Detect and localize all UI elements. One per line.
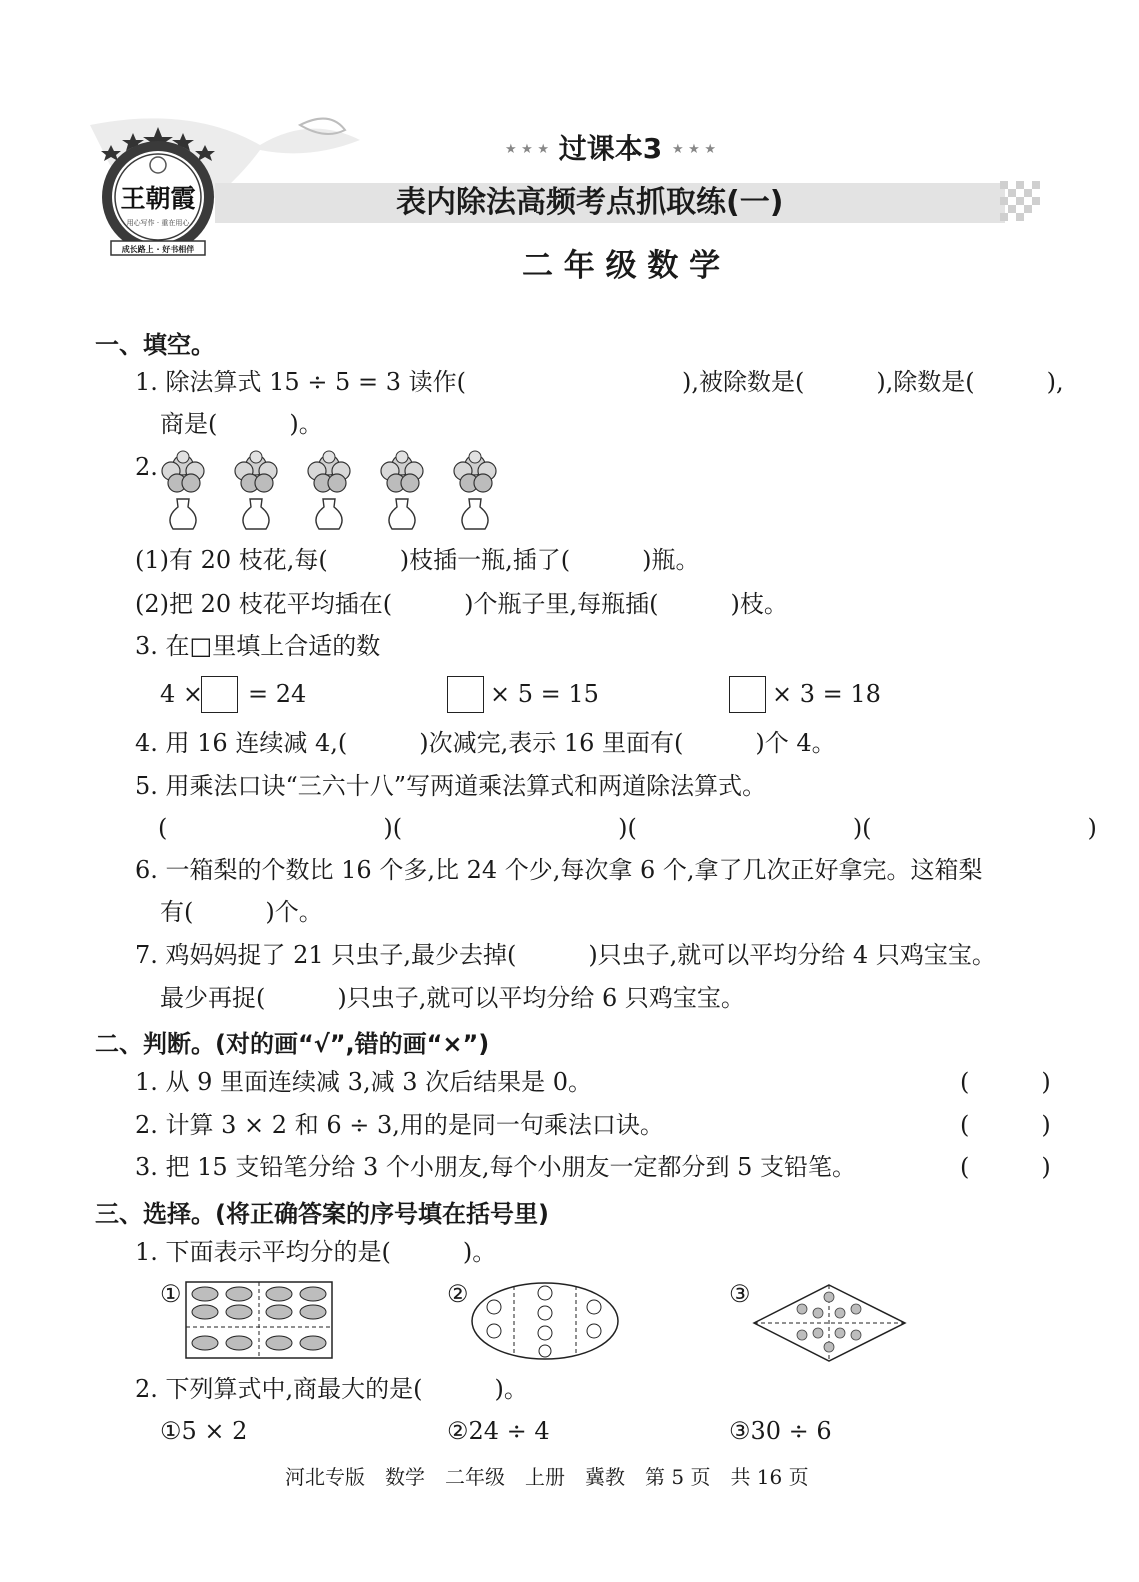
choice-q1-option-2-label: ② [447, 1280, 469, 1308]
q7-line1: 7. 鸡妈妈捉了 21 只虫子,最少去掉( )只虫子,就可以平均分给 4 只鸡宝宝。 [135, 941, 996, 969]
choice-q1-option-3-label: ③ [729, 1280, 751, 1308]
q1-line2: 商是( )。 [160, 410, 323, 438]
section1-heading: 一、填空。 [95, 331, 215, 359]
section2-heading: 二、判断。(对的画“√”,错的画“×”) [95, 1030, 490, 1058]
q3-eq1-left: 4 × [160, 680, 204, 708]
svg-text:用心写作 · 重在用心: 用心写作 · 重在用心 [126, 219, 190, 227]
flower-vases-illustration [155, 445, 515, 535]
q5-text: 5. 用乘法口诀“三六十八”写两道乘法算式和两道除法算式。 [135, 772, 767, 800]
stars-left-icon: ★ ★ ★ [505, 142, 550, 157]
choice-q2-option-1: ①5 × 2 [160, 1417, 248, 1445]
q5-answer-blanks: ( )( )( )( ) [158, 814, 1097, 842]
option3-rhombus-items [752, 1283, 907, 1363]
q2-sub1: (1)有 20 枝花,每( )枝插一瓶,插了( )瓶。 [135, 546, 700, 574]
subtitle: 二 年 级 数 学 [522, 248, 721, 284]
judge-item-2: 2. 计算 3 × 2 和 6 ÷ 3,用的是同一句乘法口诀。 [135, 1111, 664, 1139]
series-label: ★ ★ ★ 过课本3 ★ ★ ★ [505, 132, 717, 165]
judge-blank-3: ( ) [960, 1153, 1051, 1181]
q4-text: 4. 用 16 连续减 4,( )次减完,表示 16 里面有( )个 4。 [135, 729, 836, 757]
choice-q1: 1. 下面表示平均分的是( )。 [135, 1238, 497, 1266]
checker-pattern [1000, 181, 1040, 225]
stars-right-icon: ★ ★ ★ [672, 142, 717, 157]
judge-item-1: 1. 从 9 里面连续减 3,减 3 次后结果是 0。 [135, 1068, 593, 1096]
section3-heading: 三、选择。(将正确答案的序号填在括号里) [95, 1200, 549, 1228]
choice-q1-option-1-label: ① [160, 1280, 182, 1308]
svg-text:成长路上 · 好书相伴: 成长路上 · 好书相伴 [121, 245, 195, 254]
choice-q2-option-2: ②24 ÷ 4 [447, 1417, 550, 1445]
q2-number: 2. [135, 453, 158, 481]
q3-answer-box-2[interactable] [447, 676, 484, 713]
q2-sub2: (2)把 20 枝花平均插在( )个瓶子里,每瓶插( )枝。 [135, 590, 788, 618]
option2-ellipse-smileys [470, 1281, 620, 1361]
q3-text: 3. 在□里填上合适的数 [135, 632, 381, 660]
choice-q2: 2. 下列算式中,商最大的是( )。 [135, 1375, 528, 1403]
q7-line2: 最少再捉( )只虫子,就可以平均分给 6 只鸡宝宝。 [160, 984, 745, 1012]
option1-rectangle-ovals [185, 1281, 333, 1359]
judge-blank-1: ( ) [960, 1068, 1051, 1096]
q6-line2: 有( )个。 [160, 898, 323, 926]
q3-answer-box-1[interactable] [201, 676, 238, 713]
choice-q2-option-3: ③30 ÷ 6 [729, 1417, 832, 1445]
judge-item-3: 3. 把 15 支铅笔分给 3 个小朋友,每个小朋友一定都分到 5 支铅笔。 [135, 1153, 857, 1181]
q3-eq2-right: × 5 = 15 [490, 680, 599, 708]
q3-eq3-right: × 3 = 18 [772, 680, 881, 708]
page-title: 表内除法高频考点抓取练(一) [396, 185, 784, 220]
svg-text:王朝霞: 王朝霞 [120, 184, 196, 213]
logo-seal [93, 125, 223, 265]
q6-line1: 6. 一箱梨的个数比 16 个多,比 24 个少,每次拿 6 个,拿了几次正好拿完。这箱梨 [135, 856, 983, 884]
q3-eq1-right: = 24 [248, 680, 307, 708]
q1-line1: 1. 除法算式 15 ÷ 5 = 3 读作( ),被除数是( ),除数是( ), [135, 368, 1064, 396]
page-footer: 河北专版 数学 二年级 上册 冀教 第 5 页 共 16 页 [285, 1465, 809, 1489]
q3-answer-box-3[interactable] [729, 676, 766, 713]
judge-blank-2: ( ) [960, 1111, 1051, 1139]
